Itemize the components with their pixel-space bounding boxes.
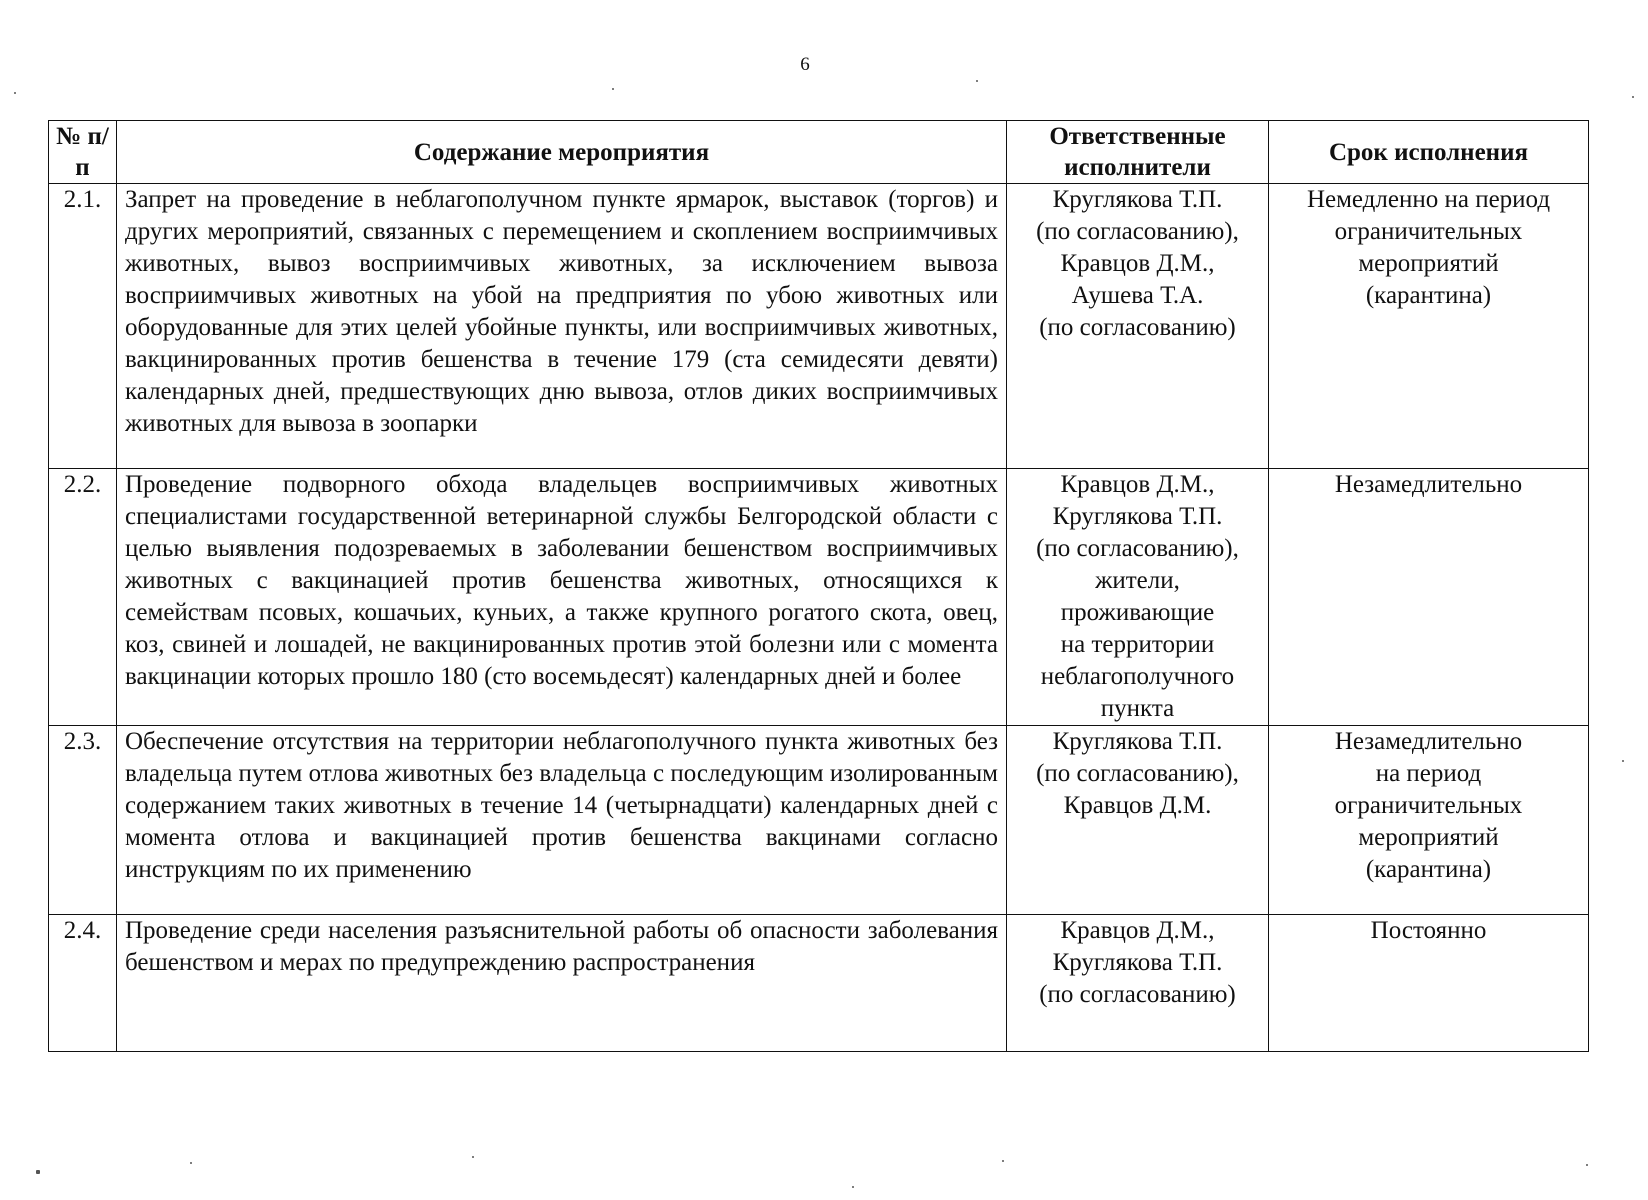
responsible-line: Кравцов Д.М., bbox=[1060, 471, 1215, 498]
term-line: (карантина) bbox=[1365, 282, 1492, 309]
term-line: мероприятий bbox=[1358, 824, 1499, 851]
term-line: Немедленно на период bbox=[1306, 186, 1551, 213]
responsible-line: проживающие bbox=[1060, 599, 1215, 626]
term-line: Незамедлительно bbox=[1334, 471, 1523, 498]
table-row bbox=[49, 726, 1589, 915]
scan-speck bbox=[976, 80, 978, 82]
table-row bbox=[49, 469, 1589, 726]
scan-speck bbox=[1622, 760, 1624, 762]
table-row bbox=[49, 184, 1589, 469]
scan-speck bbox=[612, 88, 614, 90]
scan-speck bbox=[852, 1186, 854, 1188]
row-content: Обеспечение отсутствия на территории неблагополучного пункта животных без владельца путем отлова животных без владельца с последующим изолированным содержанием таких животных в течение 14 (четырнадцати) календарных дней с момента отлова и вакцинацией против бешенства вакцинами согласно инструкциям по их применению bbox=[117, 726, 1007, 915]
header-term: Срок исполнения bbox=[1269, 121, 1589, 184]
row-number: 2.1. bbox=[49, 184, 117, 469]
responsible-line: (по согласованию), bbox=[1036, 218, 1239, 245]
responsible-line: (по согласованию) bbox=[1039, 981, 1236, 1008]
row-number: 2.3. bbox=[49, 726, 117, 915]
term-line: (карантина) bbox=[1365, 856, 1492, 883]
scan-speck bbox=[1586, 1164, 1588, 1166]
responsible-line: Кравцов Д.М., bbox=[1060, 917, 1215, 944]
page-number: 6 bbox=[800, 54, 810, 75]
responsible-line: на территории bbox=[1060, 631, 1215, 658]
table-header-row bbox=[49, 121, 1589, 184]
row-number: 2.4. bbox=[49, 915, 117, 1052]
term-line: Постоянно bbox=[1370, 917, 1487, 944]
scan-speck bbox=[1632, 96, 1634, 98]
scan-speck bbox=[472, 1156, 474, 1158]
responsible-line: пункта bbox=[1100, 695, 1175, 722]
term-line: мероприятий bbox=[1358, 250, 1499, 277]
header-content: Содержание мероприятия bbox=[117, 121, 1007, 184]
header-responsible: Ответственные исполнители bbox=[1007, 121, 1269, 184]
row-responsible bbox=[1007, 184, 1269, 469]
responsible-line: жители, bbox=[1095, 567, 1180, 594]
responsible-line: Круглякова Т.П. bbox=[1052, 186, 1223, 213]
table-row bbox=[49, 915, 1589, 1052]
responsible-line: (по согласованию), bbox=[1036, 535, 1239, 562]
row-number: 2.2. bbox=[49, 469, 117, 726]
row-content: Проведение среди населения разъяснительной работы об опасности заболевания бешенством и мерах по предупреждению распространения bbox=[117, 915, 1007, 1052]
responsible-line: (по согласованию), bbox=[1036, 760, 1239, 787]
row-responsible bbox=[1007, 469, 1269, 726]
responsible-line: Аушева Т.А. bbox=[1071, 282, 1204, 309]
term-line: Незамедлительно bbox=[1334, 728, 1523, 755]
row-content: Запрет на проведение в неблагополучном пункте ярмарок, выставок (торгов) и других мероприятий, связанных с перемещением и скоплением восприимчивых животных, вывоз восприимчивых животных, за исключением вывоза восприимчивых животных на убой на предприятия по убою животных или оборудованные для этих целей убойные пункты, или восприимчивых животных, вакцинированных против бешенства в течение 179 (ста семидесяти девяти) календарных дней, предшествующих дню вывоза, отлов диких восприимчивых животных для вывоза в зоопарки bbox=[117, 184, 1007, 469]
measures-table bbox=[48, 120, 1589, 1052]
responsible-line: Кравцов Д.М., bbox=[1060, 250, 1215, 277]
term-line: ограничительных bbox=[1334, 218, 1523, 245]
responsible-line: (по согласованию) bbox=[1039, 314, 1236, 341]
responsible-line: Круглякова Т.П. bbox=[1052, 728, 1223, 755]
row-responsible bbox=[1007, 915, 1269, 1052]
row-term bbox=[1269, 915, 1589, 1052]
scan-speck bbox=[14, 92, 16, 94]
responsible-line: неблагополучного bbox=[1040, 663, 1235, 690]
responsible-line: Круглякова Т.П. bbox=[1052, 503, 1223, 530]
responsible-line: Круглякова Т.П. bbox=[1052, 949, 1223, 976]
term-line: на период bbox=[1375, 760, 1482, 787]
responsible-line: Кравцов Д.М. bbox=[1063, 792, 1212, 819]
row-term bbox=[1269, 469, 1589, 726]
scan-speck bbox=[1002, 1160, 1004, 1162]
scan-speck bbox=[36, 1170, 40, 1174]
row-term bbox=[1269, 726, 1589, 915]
header-num: № п/п bbox=[49, 121, 117, 184]
term-line: ограничительных bbox=[1334, 792, 1523, 819]
scan-speck bbox=[190, 1162, 192, 1164]
row-term bbox=[1269, 184, 1589, 469]
row-content: Проведение подворного обхода владельцев восприимчивых животных специалистами государственной ветеринарной службы Белгородской области с целью выявления подозреваемых в заболевании бешенством восприимчивых животных с вакцинацией против бешенства животных, относящихся к семействам псовых, кошачьих, куньих, а также крупного рогатого скота, овец, коз, свиней и лошадей, не вакцинированных против этой болезни или с момента вакцинации которых прошло 180 (сто восемьдесят) календарных дней и более bbox=[117, 469, 1007, 726]
row-responsible bbox=[1007, 726, 1269, 915]
